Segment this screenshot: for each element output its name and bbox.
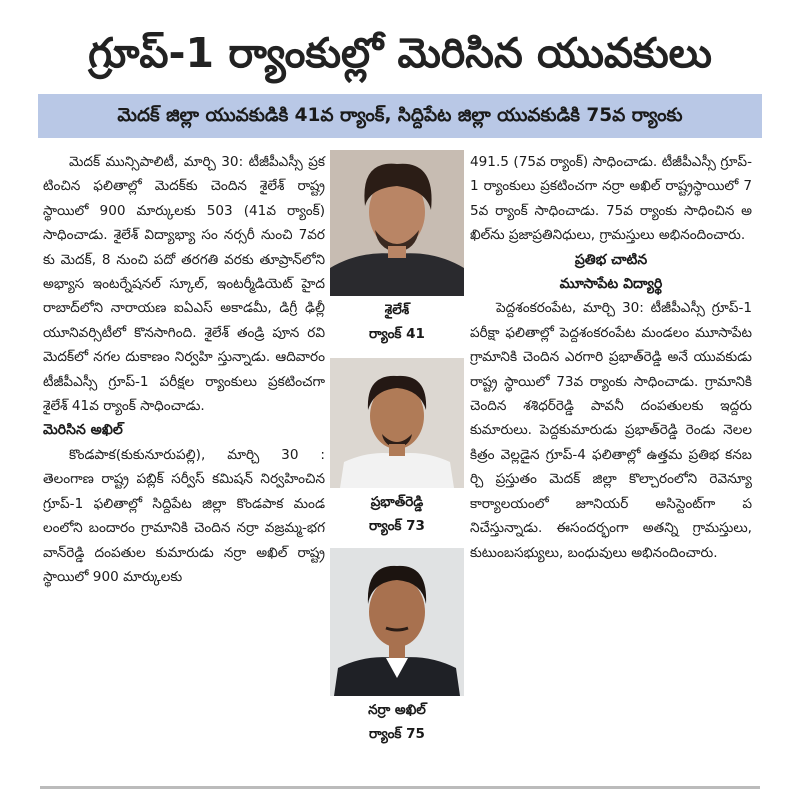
portrait-image <box>330 358 464 488</box>
caption-name: శైలేశ్ <box>384 302 410 318</box>
photo-caption-prabhath <box>330 490 464 538</box>
caption-rank: ర్యాంక్ 41 <box>369 326 425 342</box>
portrait-image <box>330 150 464 296</box>
portrait-image <box>330 548 464 696</box>
caption-rank: ర్యాంక్ 73 <box>369 518 425 534</box>
photo-caption-akhil <box>330 698 464 746</box>
caption-rank: ర్యాంక్ 75 <box>369 726 425 742</box>
article-column-right <box>470 150 752 565</box>
section-subtitle: మూసాపేట విద్యార్థి <box>559 276 663 293</box>
caption-name: నర్రా అఖిల్ <box>368 702 426 718</box>
photo-caption-shailesh <box>330 298 464 346</box>
section-subtitle: ప్రతిభ చాటిన <box>574 251 648 268</box>
caption-name: ప్రభాత్‌రెడ్డి <box>370 494 424 510</box>
cut-off-next-headline <box>40 778 760 793</box>
photo-shailesh <box>330 150 464 296</box>
section-subtitle: మెరిసిన అఖిల్ <box>43 422 123 439</box>
photo-narra-akhil <box>330 548 464 696</box>
article-paragraph: కొండపాక(కుకునూరుపల్లి), మార్చి 30 : తెలంగాణ రాష్ట్ర పబ్లిక్ సర్వీస్ కమిషన్ నిర్వహించిన గ్రూప్-1 ఫలితాల్లో సిద్దిపేట జిల్లా కొండపాక మండలంలోని బందారం గ్రామానికి చెందిన నర్రా వజ్రమ్మ-భగవాన్‌రెడ్డి దంపతుల కుమారుడు నర్రా అఖిల్ రాష్ట్రస్థాయిలో 900 మార్కులకు <box>43 446 325 585</box>
article-paragraph: 491.5 (75వ ర్యాంక్) సాధించాడు. టీజీపీఎస్సీ గ్రూప్-1 ర్యాంకులు ప్రకటించగా నర్రా అఖిల్ రాష్ట్రస్థాయిలో 75వ ర్యాంక్ సాధించాడు. 75వ ర్యాంకు సాధించిన అఖిల్‌ను ప్రజాప్రతినిధులు, గ్రామస్తులు అభినందించారు. <box>470 154 752 244</box>
subheadline-banner: మెదక్ జిల్లా యువకుడికి 41వ ర్యాంక్, సిద్దిపేట జిల్లా యువకుడికి 75వ ర్యాంకు <box>38 94 762 138</box>
article-paragraph: మెదక్ మున్సిపాలిటీ, మార్చి 30: టీజీపీఎస్సీ ప్రకటించిన ఫలితాల్లో మెదక్‌కు చెందిన శైలేశ్ రాష్ట్రస్థాయిలో 900 మార్కులకు 503 (41వ ర్యాంక్) సాధించాడు. శైలేశ్ విద్యాభ్యా సం నర్సరీ నుంచి 7వరకు మెదక్, 8 నుంచి పదో తరగతి వరకు తూప్రాన్‌లోని అభ్యాస ఇంటర్నేషనల్ స్కూల్, ఇంటర్మీడియెట్ హైదరాబాద్‌లోని నారాయణ ఐఏఎస్ అకాడమీ, డిగ్రీ ఢిల్లీ యూనివర్సిటీలో కొనసాగింది. శైలేశ్ తండ్రి పూన రవి మెదక్‌లో నగల దుకాణం నిర్వహి స్తున్నాడు. ఆదివారం టీజీపీఎస్సీ గ్రూప్-1 పరీక్షల ర్యాంకులు ప్రకటించగా శైలేశ్ 41వ ర్యాంక్ సాధించాడు. <box>43 154 325 415</box>
headline: గ్రూప్-1 ర్యాంకుల్లో మెరిసిన యువకులు <box>88 29 712 77</box>
article-paragraph: పెద్దశంకరంపేట, మార్చి 30: టీజీపీఎస్సీ గ్రూప్-1 పరీక్షా ఫలితాల్లో పెద్దశంకరంపేట మండలం మూసాపేట గ్రామానికి చెందిన ఎరగారి ప్రభాత్‌రెడ్డి అనే యువకుడు రాష్ట్ర స్థాయిలో 73వ ర్యాంకు సాధించాడు. గ్రామానికి చెందిన శశిధర్‌రెడ్డి పావనీ దంపతులకు ఇద్దరు కుమారులు. పెద్దకుమారుడు ప్రభాత్‌రెడ్డి రెండు నెలల కిత్రం వెల్లడైన గ్రూప్-4 ఫలితాల్లో ఉత్తమ ప్రతిభ కనబర్చి ప్రస్తుతం మెదక్ జిల్లా కొల్చారంలోని రెవెన్యూ కార్యాలయంలో జూనియర్ అసిస్టెంట్‌గా పనిచేస్తున్నాడు. ఈసందర్భంగా అతన్ని గ్రామస్తులు, కుటుంబసభ్యులు, బంధువులు అభినందించారు. <box>470 300 752 561</box>
article-column-left <box>43 150 325 589</box>
photo-prabhath-reddy <box>330 358 464 488</box>
